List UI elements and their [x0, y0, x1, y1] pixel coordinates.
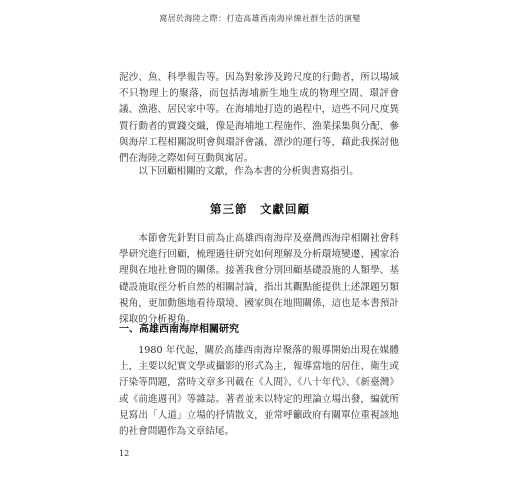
section-heading: 第三節 文獻回顧 [210, 202, 310, 216]
subsection-heading: 一、高雄西南海岸相關研究 [119, 324, 239, 335]
body-paragraph: 1980 年代起，關於高雄西南海岸聚落的報導開始出現在媒體上，主要以紀實文學或攝影的形式為主，報導當地的居住、衛生或汙染等問題，當時文章多刊載在《人間》、《八十年代》、《新臺灣》或《前進週刊》等雜誌。著者並未以特定的理論立場出發，編就所見寫出「人道」立場的抒情散文，並常呼籲政府有關單位重視該地的社會問題作為文章結尾。 [119, 345, 399, 438]
body-paragraph: 本節會先針對目前為止高雄西南海岸及臺灣西海岸相關社會科學研究進行回顧，梳理過往研究如何理解及分析環境變遷、國家治理與在地社會間的關係。接著我會分別回顧基礎設施的人類學、基礎設施取徑分析自然的相關討論，指出其觀點能提供上述課題另類視角，更加動態地看待環境、國家與在地間關係，這也是本書預計採取的分析視角。 [119, 233, 399, 326]
running-header: 窩居於海陸之際：打造高雄西南海岸線社群生活的演變 [159, 14, 361, 23]
body-paragraph: 泥沙、魚、科學報告等。因為對象涉及跨尺度的行動者，所以場域不只物理上的聚落，而包括海埔新生地生成的物理空間、環評會議、漁港、居民家中等。在海埔地打造的過程中，這些不同尺度異質行動者的實踐交織，像是海埔地工程施作、漁業採集與分配、參與海岸工程相關說明會與環評會議、漂沙的運行等，藉此我探討他們在海陸之際如何互動與寓居。 [119, 72, 399, 165]
page-number: 12 [119, 449, 130, 458]
body-paragraph: 以下回顧相關的文獻，作為本書的分析與書寫指引。 [138, 166, 359, 177]
